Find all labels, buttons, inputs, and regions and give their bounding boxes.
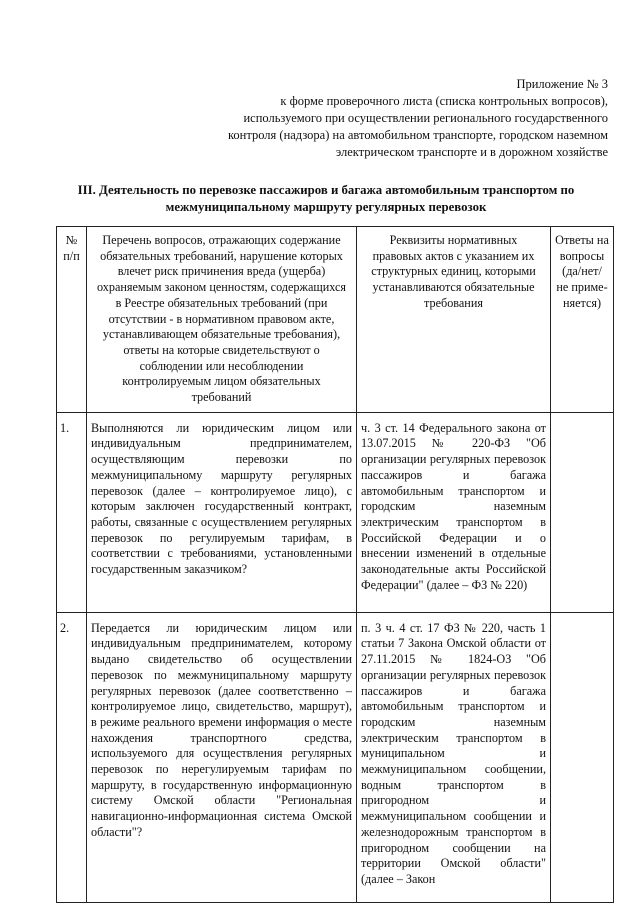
- header-questions: Перечень вопросов, отражающих содержание обязательных требований, нарушение которых влечет риск причинения вреда (ущерба) охраняемым законом ценностям, содержащихся в Реестре обязательных требований (при отсутствии - в нормативном правовом акте, устанавливающем обязательные требования), ответы на которые свидетельствуют о соблюдении или несоблюдении контролируемым лицом обязательных требований: [87, 227, 357, 413]
- table-row: [57, 612, 614, 902]
- annex-line: электрическом транспорте и в дорожном хозяйстве: [335, 145, 608, 159]
- section-title-line: межмуниципальному маршруту регулярных перевозок: [165, 200, 487, 214]
- row-requisite: п. 3 ч. 4 ст. 17 ФЗ № 220, часть 1 статьи 7 Закона Омской области от 27.11.2015 № 1824-ОЗ "Об организации регулярных перевозок пассажиров и багажа автомобильным транспортом и городским наземным электрическим транспортом в муниципальном и межмуниципальном сообщении, водным транспортом в пригородном и межмуниципальном сообщении и железнодорожным транспортом в пригородном сообщении на территории Омской области" (далее – Закон: [357, 612, 551, 902]
- section-title: [40, 182, 612, 216]
- header-num: № п/п: [57, 227, 87, 413]
- annex-line: используемого при осуществлении регионального государственного: [243, 111, 608, 125]
- row-number: 1.: [57, 412, 87, 612]
- row-number: 2.: [57, 612, 87, 902]
- row-question: Передается ли юридическим лицом или индивидуальным предпринимателем, которому выдано свидетельство об осуществлении перевозок по межмуниципальному маршруту регулярных перевозок (далее соответственно – контролируемое лицо, свидетельство, маршрут), в режиме реального времени информация о месте нахождения транспортного средства, используемого для осуществления регулярных перевозок по нерегулируемым тарифам по маршруту, в государственную информационную систему Омской области "Региональная навигационно-информационная система Омской области"?: [87, 612, 357, 902]
- annex-line: контроля (надзора) на автомобильном транспорте, городском наземном: [227, 128, 608, 142]
- row-answer-cell[interactable]: [551, 412, 614, 612]
- header-answers: Ответы на вопросы (да/нет/ не приме- няется): [551, 227, 614, 413]
- header-requisites: Реквизиты нормативных правовых актов с указанием их структурных единиц, которыми устанавливаются обязательные требования: [357, 227, 551, 413]
- table-header-row: [57, 227, 614, 413]
- annex-header: [228, 76, 608, 161]
- annex-line: к форме проверочного листа (списка контрольных вопросов),: [280, 94, 608, 108]
- annex-number: Приложение № 3: [516, 77, 608, 91]
- row-answer-cell[interactable]: [551, 612, 614, 902]
- row-question: Выполняются ли юридическим лицом или индивидуальным предпринимателем, осуществляющим перевозки по межмуниципальному маршруту регулярных перевозок (далее – контролируемое лицо), с которым заключен государственный контракт, работы, связанные с осуществлением регулярных перевозок по регулируемым тарифам, в соответствии с требованиями, установленными государственным заказчиком?: [87, 412, 357, 612]
- row-requisite: ч. 3 ст. 14 Федерального закона от 13.07.2015 № 220-ФЗ "Об организации регулярных перевозок пассажиров и багажа автомобильным транспортом и городским наземным электрическим транспортом в Российской Федерации и о внесении изменений в отдельные законодательные акты Российской Федерации" (далее – ФЗ № 220): [357, 412, 551, 612]
- section-title-line: III. Деятельность по перевозке пассажиров и багажа автомобильным транспортом по: [77, 183, 575, 197]
- table-row: [57, 412, 614, 612]
- checklist-table: [56, 226, 614, 903]
